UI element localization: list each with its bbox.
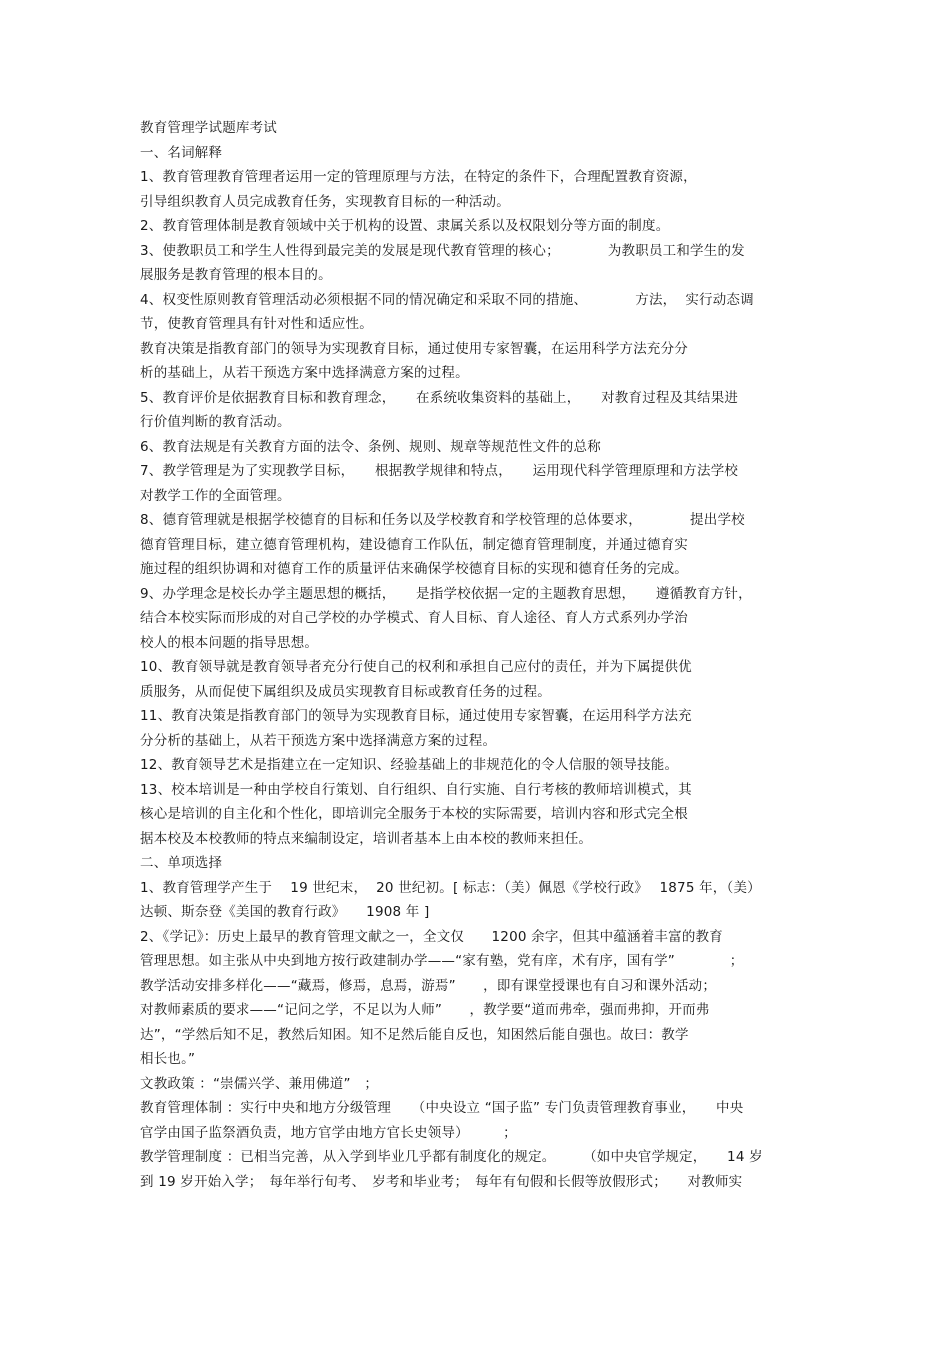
- text-line: 质服务，从而促使下属组织及成员实现教育目标或教育任务的过程。: [140, 683, 551, 700]
- text-line: 10、教育领导就是教育领导者充分行使自己的权利和承担自己应付的责任，并为下属提供优: [140, 659, 692, 675]
- text-line: 教学管理制度 ：已相当完善，从入学到毕业几乎都有制度化的规定。 （如中央官学规定， 14 岁: [140, 1149, 763, 1165]
- text-line: 1、教育管理教育管理者运用一定的管理原理与方法，在特定的条件下，合理配置教育资源，: [140, 169, 697, 185]
- text-line: 教育决策是指教育部门的领导为实现教育目标，通过使用专家智囊，在运用科学方法充分分: [140, 340, 688, 357]
- text-line: 行价值判断的教育活动。: [140, 414, 291, 430]
- text-line: 管理思想。如主张从中央到地方按行政建制办学——“家有塾，党有庠，术有序，国有学” ；: [140, 953, 744, 969]
- text-line: 13、校本培训是一种由学校自行策划、自行组织、自行实施、自行考核的教师培训模式，其: [140, 781, 692, 798]
- text-line: 达顿、斯奈登《美国的教育行政》 1908 年 ]: [140, 904, 430, 920]
- text-line: 12、教育领导艺术是指建立在一定知识、经验基础上的非规范化的令人信服的领导技能。: [140, 757, 679, 773]
- text-line: 引导组织教育人员完成教育任务，实现教育目标的一种活动。: [140, 193, 510, 210]
- section-heading: 二、单项选择: [140, 855, 223, 871]
- text-line: 1、教育管理学产生于 19 世纪末， 20 世纪初。[ 标志：（美）佩恩《学校行政》 1875 年，（美）: [140, 879, 761, 896]
- text-line: 到 19 岁开始入学； 每年举行旬考、 岁考和毕业考； 每年有旬假和长假等放假形式； 对教师实: [140, 1173, 743, 1190]
- text-line: 德育管理目标，建立德育管理机构，建设德育工作队伍，制定德育管理制度，并通过德育实: [140, 536, 688, 553]
- text-line: 达”，“学然后知不足，教然后知困。知不足然后能自反也，知困然后能自强也。故曰：教学: [140, 1026, 689, 1043]
- text-line: 教学活动安排多样化——“藏焉，修焉，息焉，游焉” ，即有课堂授课也有自习和课外活动；: [140, 977, 717, 994]
- document-title: 教育管理学试题库考试: [140, 120, 277, 136]
- text-line: 9、办学理念是校长办学主题思想的概括， 是指学校依据一定的主题教育思想， 遵循教育方针，: [140, 585, 752, 602]
- text-line: 核心是培训的自主化和个性化，即培训完全服务于本校的实际需要，培训内容和形式完全根: [140, 806, 688, 822]
- section-heading: 一、名词解释: [140, 144, 223, 161]
- text-line: 7、教学管理是为了实现教学目标， 根据教学规律和特点， 运用现代科学管理原理和方法学校: [140, 463, 739, 479]
- text-line: 教育管理体制 ：实行中央和地方分级管理 （中央设立 “国子监” 专门负责管理教育事业， 中央: [140, 1100, 744, 1116]
- text-line: 2、《学记》：历史上最早的教育管理文献之一，全文仅 1200 余字，但其中蕴涵着丰富的教育: [140, 928, 723, 945]
- text-line: 4、权变性原则教育管理活动必须根据不同的情况确定和采取不同的措施、 方法， 实行动态调: [140, 291, 754, 308]
- text-line: 展服务是教育管理的根本目的。: [140, 267, 332, 283]
- text-line: 11、教育决策是指教育部门的领导为实现教育目标，通过使用专家智囊，在运用科学方法充: [140, 708, 692, 724]
- text-line: 8、德育管理就是根据学校德育的目标和任务以及学校教育和学校管理的总体要求， 提出学校: [140, 512, 745, 528]
- text-line: 5、教育评价是依据教育目标和教育理念， 在系统收集资料的基础上， 对教育过程及其结果进: [140, 389, 739, 406]
- text-line: 6、教育法规是有关教育方面的法令、条例、规则、规章等规范性文件的总称: [140, 438, 601, 455]
- document-body: [140, 116, 812, 1194]
- text-line: 析的基础上，从若干预选方案中选择满意方案的过程。: [140, 365, 469, 381]
- text-line: 官学由国子监祭酒负责，地方官学由地方官长史领导） ；: [140, 1124, 517, 1141]
- text-line: 据本校及本校教师的特点来编制设定，培训者基本上由本校的教师来担任。: [140, 830, 593, 847]
- text-line: 施过程的组织协调和对德育工作的质量评估来确保学校德育目标的实现和德育任务的完成。: [140, 561, 688, 577]
- text-line: 3、使教职员工和学生人性得到最完美的发展是现代教育管理的核心； 为教职员工和学生的发: [140, 242, 745, 259]
- text-line: 相长也。”: [140, 1051, 196, 1067]
- text-line: 节，使教育管理具有针对性和适应性。: [140, 316, 373, 332]
- text-line: 结合本校实际而形成的对自己学校的办学模式、育人目标、育人途径、育人方式系列办学治: [140, 610, 688, 626]
- text-line: 对教师素质的要求——“记问之学，不足以为人师” ，教学要“道而弗牵，强而弗抑，开而弗: [140, 1002, 710, 1018]
- text-line: 文教政策 ：“崇儒兴学、兼用佛道” ；: [140, 1075, 379, 1092]
- text-line: 校人的根本问题的指导思想。: [140, 634, 319, 651]
- text-line: 对教学工作的全面管理。: [140, 487, 291, 504]
- text-line: 2、教育管理体制是教育领域中关于机构的设置、隶属关系以及权限划分等方面的制度。: [140, 218, 670, 234]
- text-line: 分分析的基础上，从若干预选方案中选择满意方案的过程。: [140, 732, 497, 749]
